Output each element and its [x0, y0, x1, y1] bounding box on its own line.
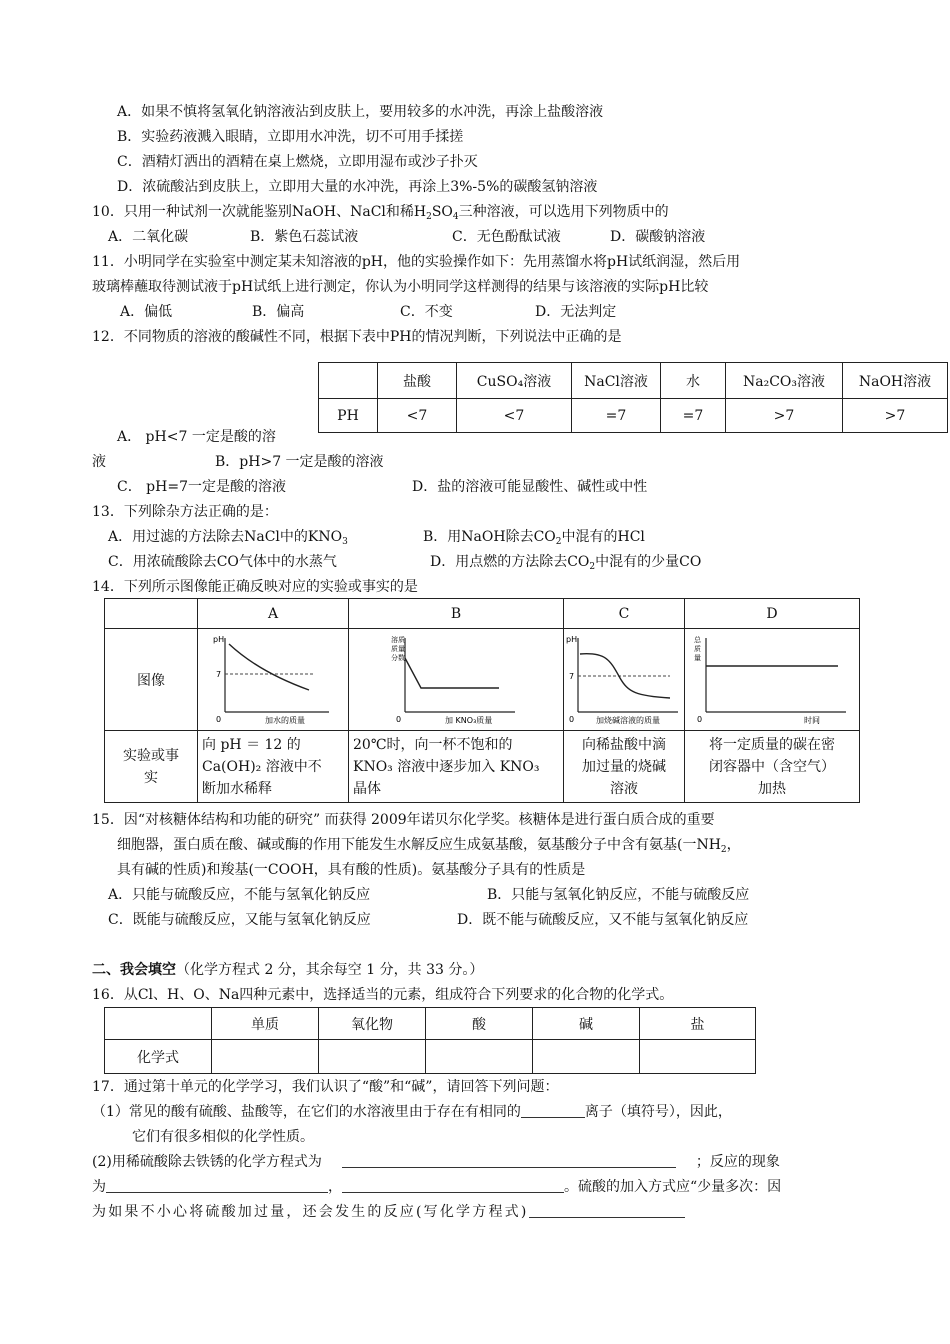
- q12-stem: 12．不同物质的溶液的酸碱性不同，根据下表中PH的情况判断，下列说法中正确的是: [92, 329, 622, 345]
- graph-b-y-label-1: 溶质: [391, 635, 405, 644]
- q16-answer-cell[interactable]: [319, 1040, 426, 1074]
- q14-col-header-c: C: [564, 599, 685, 629]
- q17-blank-rust-equation[interactable]: [342, 1153, 676, 1168]
- q12-value-cell: <7: [378, 399, 457, 433]
- q17-part2: (2)用稀硫酸除去铁锈的化学方程式为 ；反应的现象: [92, 1154, 780, 1170]
- q16-header-cell: 盐: [640, 1008, 756, 1040]
- q12-value-cell: <7: [457, 399, 572, 433]
- q13-stem: 13．下列除杂方法正确的是：: [92, 504, 278, 520]
- q16-row-label: 化学式: [105, 1040, 212, 1074]
- q14-graph-a-cell: [198, 629, 349, 731]
- q16-header-cell: 单质: [212, 1008, 319, 1040]
- q12-option-a: A． pH<7 一定是酸的溶: [117, 429, 276, 445]
- q11-option-c: C．不变: [400, 304, 453, 320]
- q10-option-d: D．碳酸钠溶液: [610, 229, 706, 245]
- q14-col-header-b: B: [349, 599, 564, 629]
- q10-stem: 10．只用一种试剂一次就能鉴别NaOH、NaCl和稀$H_2SO_4$三种溶液，可以选用下列物质中的: [92, 204, 669, 222]
- q14-row-label-graph: 图像: [105, 629, 198, 731]
- q12-header-cell: CuSO₄溶液: [457, 363, 572, 399]
- graph-c-y-label: pH: [566, 634, 578, 644]
- q16-corner-cell: [105, 1008, 212, 1040]
- q12-value-cell: >7: [843, 399, 948, 433]
- q11-stem-line1: 11．小明同学在实验室中测定某未知溶液的pH，他的实验操作如下：先用蒸馏水将pH试纸润湿，然后用: [92, 254, 741, 270]
- q15-stem-line2: 细胞器，蛋白质在酸、碱或酶的作用下能发生水解反应生成氨基酸，氨基酸分子中含有氨基(一$NH_2$，: [117, 837, 741, 855]
- q14-graph-d-cell: [685, 629, 860, 731]
- q15-option-a: A．只能与硫酸反应，不能与氢氧化钠反应: [108, 887, 371, 903]
- graph-d-y-label-2: 质: [694, 644, 701, 653]
- q15-option-b: B．只能与氢氧化钠反应，不能与硫酸反应: [487, 887, 750, 903]
- q12-option-b: B．pH>7 一定是酸的溶液: [215, 454, 384, 470]
- q14-graph-c-cell: [564, 629, 685, 731]
- q11-option-a: A．偏低: [120, 304, 173, 320]
- q9-option-b: B．实验药液溅入眼睛，立即用水冲洗，切不可用手揉搓: [117, 129, 464, 145]
- graph-c-ph-neutralization: [566, 632, 682, 724]
- section2-heading: 二、我会填空（化学方程式 2 分，其余每空 1 分，共 33 分。）: [92, 962, 484, 978]
- graph-c-tick-7: 7: [569, 671, 575, 681]
- q12-option-c: C． pH=7一定是酸的溶液: [117, 479, 286, 495]
- q16-stem: 16．从Cl、H、O、Na四种元素中，选择适当的元素，组成符合下列要求的化合物的化学式。: [92, 987, 674, 1003]
- q12-header-cell: 水: [661, 363, 726, 399]
- q14-graph-table: [104, 598, 860, 803]
- q15-stem-line1: 15．因“对核糖体结构和功能的研究” 而获得 2009年诺贝尔化学奖。核糖体是进行蛋白质合成的重要: [92, 812, 715, 828]
- q14-desc-c: 向稀盐酸中滴 加过量的烧碱 溶液: [564, 731, 685, 803]
- q9-option-d: D．浓硫酸沾到皮肤上，立即用大量的水冲洗，再涂上3%-5%的碳酸氢钠溶液: [117, 179, 598, 195]
- q17-blank-ion[interactable]: [521, 1103, 585, 1118]
- q17-part2-excess: 为如果不小心将硫酸加过量，还会发生的反应(写化学方程式): [92, 1202, 685, 1222]
- q11-option-b: B．偏高: [252, 304, 305, 320]
- graph-a-ph-dilution: [213, 632, 333, 724]
- q16-answer-cell[interactable]: [212, 1040, 319, 1074]
- q14-graph-b-cell: [349, 629, 564, 731]
- graph-a-y-label: pH: [213, 634, 225, 644]
- q12-row-label: PH: [319, 399, 378, 433]
- graph-b-y-label-2: 质量: [391, 644, 405, 653]
- graph-d-x-label: 时间: [804, 715, 820, 724]
- q16-answer-cell[interactable]: [426, 1040, 533, 1074]
- q17-part1: （1）常见的酸有硫酸、盐酸等，在它们的水溶液里由于存在有相同的 离子（填符号），因此，: [92, 1104, 732, 1120]
- graph-d-y-label-3: 量: [694, 653, 701, 662]
- q9-option-a: A．如果不慎将氢氧化钠溶液沾到皮肤上，要用较多的水冲洗，再涂上盐酸溶液: [117, 104, 604, 120]
- q10-option-a: A．二氧化碳: [108, 229, 189, 245]
- q14-desc-d: 将一定质量的碳在密 闭容器中（含空气） 加热: [685, 731, 860, 803]
- q12-header-cell: NaCl溶液: [572, 363, 661, 399]
- q14-col-header-a: A: [198, 599, 349, 629]
- q14-col-header-d: D: [685, 599, 860, 629]
- q17-part1-cont: 它们有很多相似的化学性质。: [132, 1129, 314, 1145]
- q11-stem-line2: 玻璃棒蘸取待测试液于pH试纸上进行测定，你认为小明同学这样测得的结果与该溶液的实际pH比较: [92, 279, 709, 295]
- graph-b-y-label-3: 分数: [391, 653, 405, 662]
- q16-answer-cell[interactable]: [533, 1040, 640, 1074]
- q16-header-cell: 氧化物: [319, 1008, 426, 1040]
- q9-option-c: C．酒精灯洒出的酒精在桌上燃烧，立即用湿布或沙子扑灭: [117, 154, 478, 170]
- q13-option-d: D．用点燃的方法除去$CO_2$中混有的少量CO: [430, 554, 702, 572]
- graph-b-solute-fraction: [391, 632, 521, 724]
- q12-ph-table: [318, 362, 948, 433]
- q14-stem: 14．下列所示图像能正确反映对应的实验或事实的是: [92, 579, 418, 595]
- q16-header-cell: 碱: [533, 1008, 640, 1040]
- q17-blank-excess-equation[interactable]: [529, 1203, 685, 1218]
- q14-corner-cell: [105, 599, 198, 629]
- graph-c-x-label: 加烧碱溶液的质量: [596, 715, 660, 724]
- graph-d-origin: 0: [697, 714, 703, 724]
- graph-a-x-label: 加水的质量: [265, 715, 305, 724]
- graph-d-y-label-1: 总: [694, 635, 701, 644]
- q13-option-c: C．用浓硫酸除去CO气体中的水蒸气: [108, 554, 337, 570]
- q14-row-label-experiment: 实验或事 实: [105, 731, 198, 803]
- q10-option-b: B．紫色石蕊试液: [250, 229, 359, 245]
- q10-option-c: C．无色酚酞试液: [452, 229, 561, 245]
- q12-header-cell: 盐酸: [378, 363, 457, 399]
- q16-header-cell: 酸: [426, 1008, 533, 1040]
- q12-option-d: D．盐的溶液可能显酸性、碱性或中性: [412, 479, 648, 495]
- q12-header-cell: Na₂CO₃溶液: [726, 363, 843, 399]
- graph-d-total-mass: [692, 632, 852, 724]
- graph-c-origin: 0: [569, 714, 575, 724]
- q12-header-cell: NaOH溶液: [843, 363, 948, 399]
- q17-stem: 17．通过第十单元的化学学习，我们认识了“酸”和“碱”，请回答下列问题：: [92, 1079, 559, 1095]
- q17-blank-phenomenon-2[interactable]: [342, 1178, 564, 1193]
- graph-a-origin: 0: [216, 714, 222, 724]
- q16-answer-cell[interactable]: [640, 1040, 756, 1074]
- q12-value-cell: =7: [661, 399, 726, 433]
- q13-option-b: B．用NaOH除去$CO_2$中混有的HCl: [423, 529, 645, 547]
- q15-option-c: C．既能与硫酸反应，又能与氢氧化钠反应: [108, 912, 371, 928]
- q14-desc-a: 向 pH ＝ 12 的 Ca(OH)₂ 溶液中不 断加水稀释: [198, 731, 349, 803]
- q11-option-d: D．无法判定: [535, 304, 617, 320]
- q15-stem-line3: 具有碱的性质)和羧基(一COOH，具有酸的性质)。氨基酸分子具有的性质是: [117, 862, 586, 878]
- graph-b-origin: 0: [396, 714, 402, 724]
- q13-option-a: A．用过滤的方法除去NaCl中的$KNO_3$: [108, 529, 348, 547]
- graph-a-tick-7: 7: [216, 669, 222, 679]
- q14-desc-b: 20℃时，向一杯不饱和的 KNO₃ 溶液中逐步加入 KNO₃ 晶体: [349, 731, 564, 803]
- q16-formula-table: [104, 1007, 756, 1074]
- q15-option-d: D．既不能与硫酸反应，又不能与氢氧化钠反应: [457, 912, 749, 928]
- q12-value-cell: >7: [726, 399, 843, 433]
- q17-part2-cont: 为 ， 。硫酸的加入方式应“少量多次：因: [92, 1179, 782, 1195]
- q12-option-a-cont: 液: [92, 454, 106, 470]
- q12-value-cell: =7: [572, 399, 661, 433]
- q12-header-cell: [319, 363, 378, 399]
- q17-blank-phenomenon-1[interactable]: [106, 1178, 328, 1193]
- graph-b-x-label: 加 KNO₃质量: [445, 715, 493, 724]
